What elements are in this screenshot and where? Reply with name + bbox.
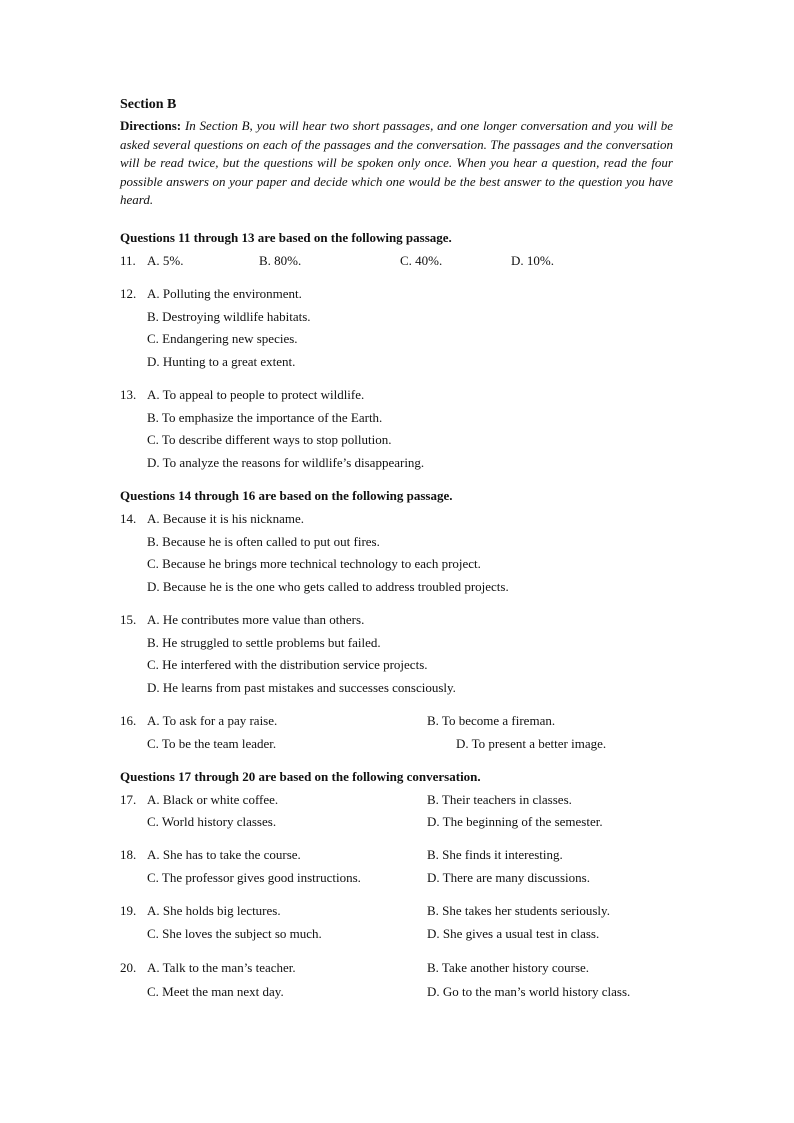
question-number: 15. — [120, 612, 137, 627]
question-number: 19. — [120, 903, 137, 918]
group-header: Questions 14 through 16 are based on the following passage. — [120, 488, 453, 503]
option-d: D. Go to the man’s world history class. — [427, 984, 631, 999]
option-c: C. He interfered with the distribution service projects. — [147, 657, 428, 672]
option-c: C. She loves the subject so much. — [147, 926, 322, 941]
option-b: B. Their teachers in classes. — [427, 792, 572, 807]
option-a: A. Black or white coffee. — [147, 792, 279, 807]
option-b: B. 80%. — [259, 253, 302, 268]
question-number: 18. — [120, 847, 137, 862]
option-d: D. The beginning of the semester. — [427, 814, 603, 829]
question-number: 16. — [120, 713, 137, 728]
option-b: B. To emphasize the importance of the Earth. — [147, 410, 383, 425]
option-b: B. She takes her students seriously. — [427, 903, 610, 918]
option-d: D. She gives a usual test in class. — [427, 926, 600, 941]
section-title: Section B — [120, 97, 177, 112]
option-d: D. To analyze the reasons for wildlife’s disappearing. — [147, 455, 425, 470]
option-c: C. Endangering new species. — [147, 331, 298, 346]
option-c: C. 40%. — [400, 253, 443, 268]
question-number: 11. — [120, 253, 136, 268]
option-a: A. Talk to the man’s teacher. — [147, 960, 296, 975]
option-d: D. He learns from past mistakes and successes consciously. — [147, 680, 456, 695]
option-a: A. She has to take the course. — [147, 847, 301, 862]
directions — [120, 117, 673, 210]
option-d: D. Hunting to a great extent. — [147, 354, 296, 369]
question-number: 13. — [120, 387, 137, 402]
option-d: D. 10%. — [511, 253, 554, 268]
group-header: Questions 17 through 20 are based on the following conversation. — [120, 769, 481, 784]
option-d: D. There are many discussions. — [427, 870, 590, 885]
option-a: A. She holds big lectures. — [147, 903, 281, 918]
option-a: A. To appeal to people to protect wildlife. — [147, 387, 365, 402]
option-c: C. World history classes. — [147, 814, 277, 829]
directions-text: In Section B, you will hear two short passages, and one longer conversation and you will be asked several questions on each of the passages and the conversation. The passages and the conversation will be read twice, but the questions will be spoken only once. When you hear a question, read the four possible answers on your paper and decide which one would be the best answer to the question you have heard. — [120, 118, 674, 207]
group-header: Questions 11 through 13 are based on the following passage. — [120, 230, 452, 245]
option-c: C. Meet the man next day. — [147, 984, 284, 999]
option-d: D. To present a better image. — [456, 736, 607, 751]
option-d: D. Because he is the one who gets called to address troubled projects. — [147, 579, 509, 594]
option-a: A. Because it is his nickname. — [147, 511, 305, 526]
option-c: C. The professor gives good instructions. — [147, 870, 361, 885]
option-b: B. Because he is often called to put out fires. — [147, 534, 380, 549]
question-number: 12. — [120, 286, 137, 301]
question-number: 14. — [120, 511, 137, 526]
option-c: C. Because he brings more technical technology to each project. — [147, 556, 481, 571]
option-a: A. He contributes more value than others. — [147, 612, 365, 627]
option-c: C. To be the team leader. — [147, 736, 277, 751]
option-b: B. He struggled to settle problems but failed. — [147, 635, 381, 650]
question-number: 20. — [120, 960, 137, 975]
option-a: A. To ask for a pay raise. — [147, 713, 278, 728]
option-a: A. Polluting the environment. — [147, 286, 302, 301]
option-b: B. Take another history course. — [427, 960, 590, 975]
option-b: B. Destroying wildlife habitats. — [147, 309, 311, 324]
option-b: B. To become a fireman. — [427, 713, 556, 728]
directions-label: Directions: — [120, 118, 182, 133]
option-b: B. She finds it interesting. — [427, 847, 563, 862]
question-number: 17. — [120, 792, 137, 807]
option-a: A. 5%. — [147, 253, 184, 268]
option-c: C. To describe different ways to stop pollution. — [147, 432, 392, 447]
